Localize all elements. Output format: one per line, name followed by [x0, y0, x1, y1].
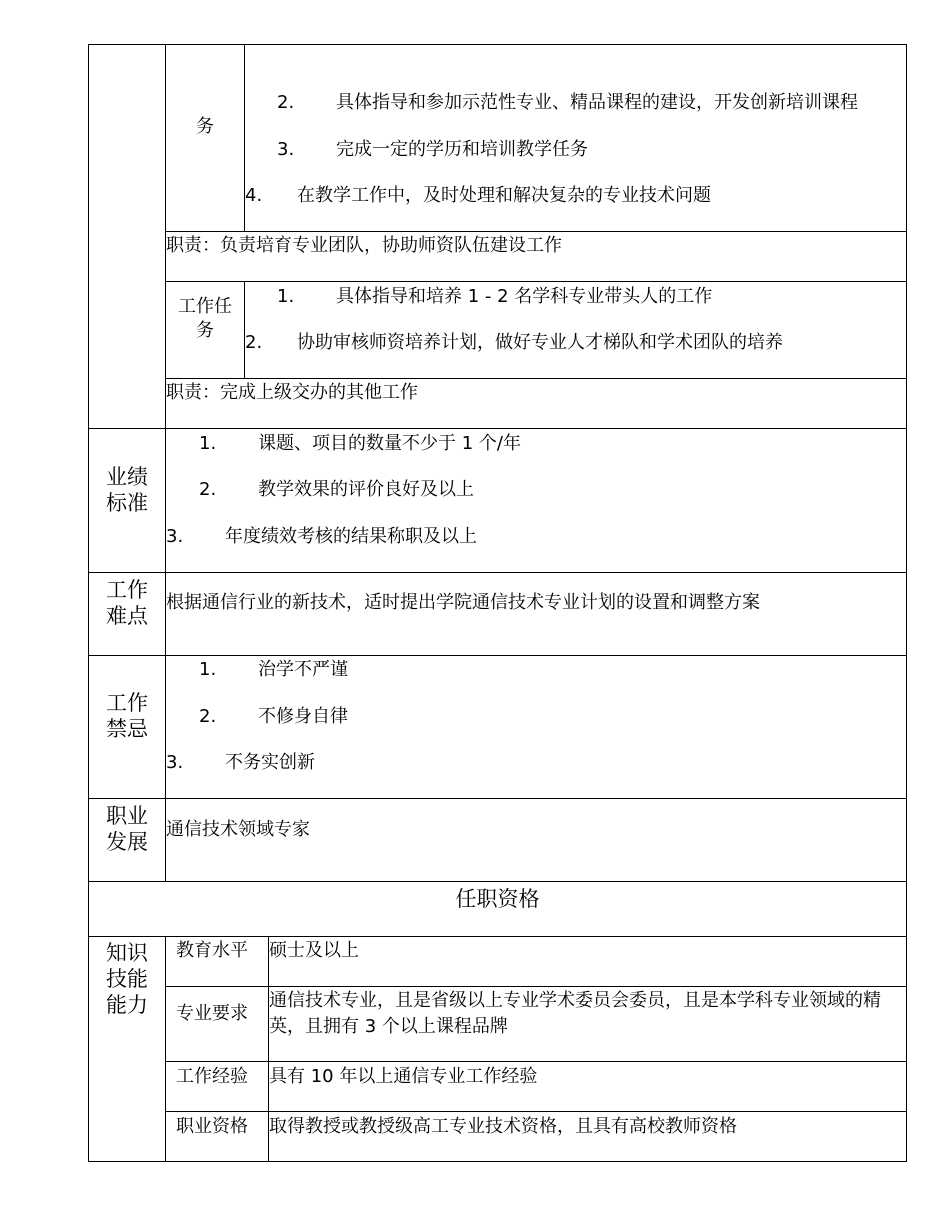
task-number: 3. [277, 139, 295, 160]
row-line [88, 936, 907, 937]
row-line [88, 798, 907, 799]
table-top-border [88, 44, 907, 45]
row-line [165, 1061, 907, 1062]
performance-text: 课题、项目的数量不少于 1 个/年 [258, 433, 521, 454]
career-label: 职业 发展 [106, 804, 148, 854]
qual-row-value: 硕士及以上 [269, 940, 359, 961]
row-line [165, 231, 907, 232]
taboo-number: 3. [166, 752, 184, 773]
task-text: 完成一定的学历和培训教学任务 [336, 139, 588, 160]
taboo-number: 1. [199, 659, 217, 680]
row-line [165, 281, 907, 282]
qual-row-label: 教育水平 [176, 940, 248, 961]
task-text: 具体指导和参加示范性专业、精品课程的建设，开发创新培训课程 [336, 92, 858, 113]
taboo-number: 2. [199, 706, 217, 727]
performance-number: 3. [166, 526, 184, 547]
qual-row-value: 具有 10 年以上通信专业工作经验 [269, 1066, 538, 1087]
row-line [165, 378, 907, 379]
qual-row-label: 工作经验 [176, 1066, 248, 1087]
task-number: 2. [245, 332, 263, 353]
taboo-text: 不务实创新 [225, 752, 315, 773]
task-label-continued: 务 [196, 116, 214, 137]
performance-label: 业绩 标准 [106, 465, 148, 515]
performance-number: 2. [199, 479, 217, 500]
task-text: 具体指导和培养 1 - 2 名学科专业带头人的工作 [336, 286, 713, 307]
task-label: 工作任 务 [178, 296, 232, 341]
sub-label-divider-b [244, 282, 245, 379]
taboo-text: 治学不严谨 [258, 659, 348, 680]
qual-row-label: 职业资格 [176, 1116, 248, 1137]
taboo-text: 不修身自律 [258, 706, 348, 727]
row-line [165, 1111, 907, 1112]
performance-number: 1. [199, 433, 217, 454]
row-line [88, 572, 907, 573]
task-number: 2. [277, 92, 295, 113]
task-text: 在教学工作中，及时处理和解决复杂的专业技术问题 [297, 185, 711, 206]
row-line [88, 428, 907, 429]
row-line [88, 655, 907, 656]
career-text: 通信技术领域专家 [166, 819, 310, 840]
row-line [165, 986, 907, 987]
qualifications-label: 知识 技能 能力 [106, 941, 148, 1017]
difficulty-label: 工作 难点 [106, 578, 148, 628]
qual-row-value: 取得教授或教授级高工专业技术资格，且具有高校教师资格 [269, 1116, 737, 1137]
performance-text: 教学效果的评价良好及以上 [258, 479, 474, 500]
taboo-label: 工作 禁忌 [106, 691, 148, 741]
table-bottom-border [88, 1161, 907, 1162]
performance-text: 年度绩效考核的结果称职及以上 [225, 526, 477, 547]
qualifications-header: 任职资格 [455, 887, 540, 911]
label-column-divider-lower [165, 936, 166, 1162]
qual-row-value: 通信技术专业，且是省级以上专业学术委员会委员，且是本学科专业领域的精英，且拥有 3 个以上课程品牌 [269, 990, 881, 1037]
task-text: 协助审核师资培养计划，做好专业人才梯队和学术团队的培养 [297, 332, 783, 353]
task-number: 4. [245, 185, 263, 206]
task-number: 1. [277, 286, 295, 307]
duty-text: 职责：负责培育专业团队，协助师资队伍建设工作 [166, 235, 562, 256]
qual-row-label: 专业要求 [176, 1003, 248, 1024]
difficulty-text: 根据通信行业的新技术，适时提出学院通信技术专业计划的设置和调整方案 [166, 592, 760, 613]
row-line [88, 881, 907, 882]
table-right-border [906, 44, 907, 1162]
duty-text: 职责：完成上级交办的其他工作 [166, 382, 418, 403]
